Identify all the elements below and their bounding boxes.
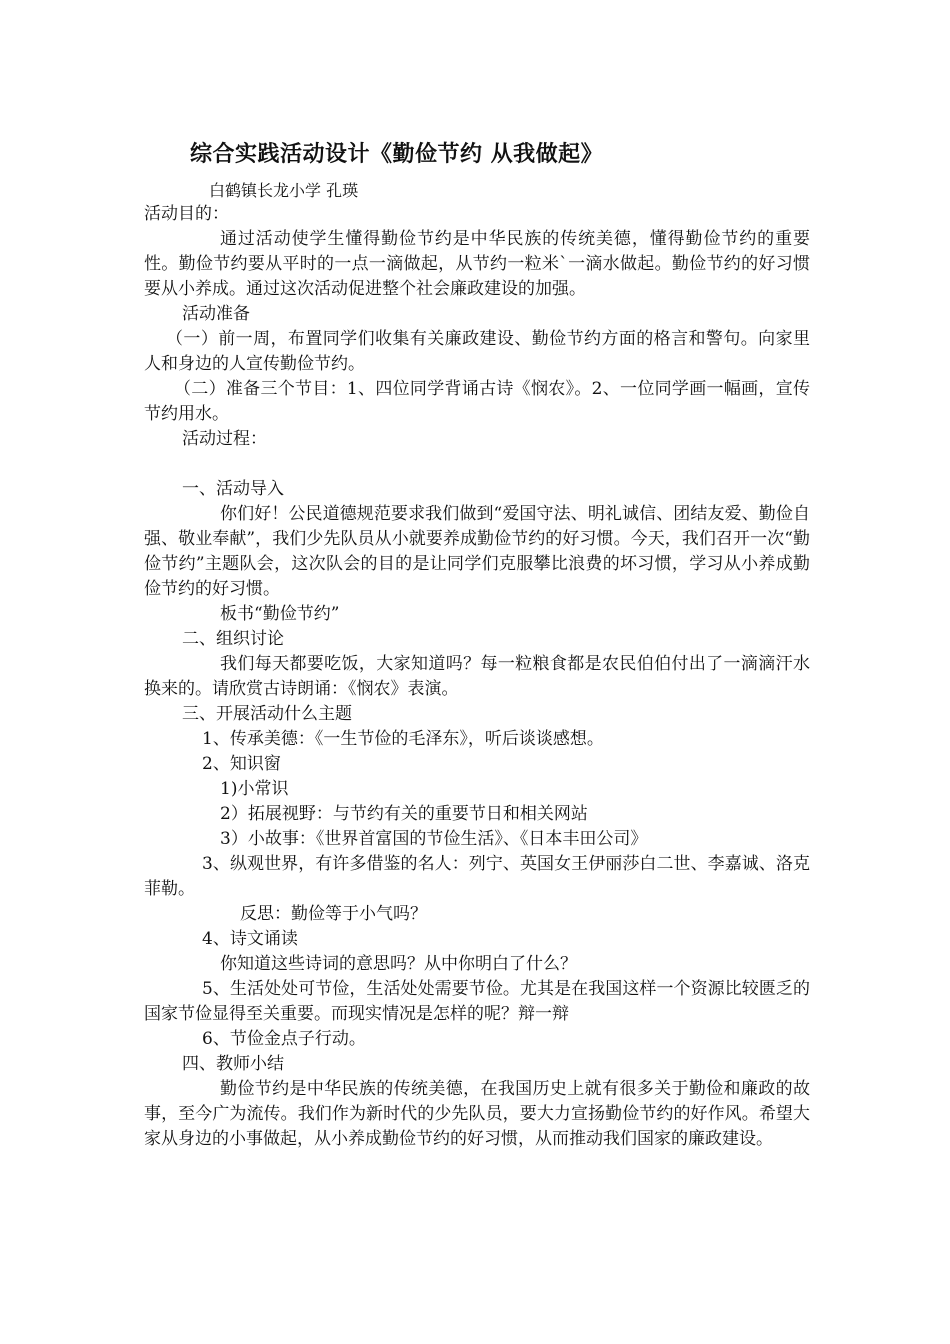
document-title: 综合实践活动设计《勤俭节约 从我做起》 (190, 141, 604, 167)
paragraph-board: 板书“勤俭节约” (220, 604, 340, 624)
paragraph-summary: 勤俭节约是中华民族的传统美德，在我国历史上就有很多关于勤俭和廉政的故事，至今广为流传。我们作为新时代的少先队员，要大力宣扬勤俭节约的好作风。希望大家从身边的小事做起，从小养成勤俭节约的好习惯，从而推动我们国家的廉政建设。 (144, 1079, 810, 1149)
paragraph-preparation-2: （二）准备三个节目：1、四位同学背诵古诗《悯农》。2、一位同学画一幅画，宣传节约用水。 (144, 379, 810, 424)
heading-part-3: 三、开展活动什么主题 (182, 704, 352, 724)
subitem-1: 1)小常识 (220, 779, 289, 799)
subitem-3: 3）小故事：《世界首富国的节俭生活》、《日本丰田公司》 (220, 829, 648, 849)
item-3: 3、纵观世界，有许多借鉴的名人：列宁、英国女王伊丽莎白二世、李嘉诚、洛克菲勒。 (144, 854, 810, 899)
subitem-2: 2）拓展视野：与节约有关的重要节日和相关网站 (220, 804, 588, 824)
author-line: 白鹤镇长龙小学 孔瑛 (209, 181, 359, 200)
item-2: 2、知识窗 (202, 754, 281, 774)
reflection: 反思：勤俭等于小气吗？ (240, 904, 427, 924)
document-body (144, 202, 810, 1152)
section-heading-purpose: 活动目的： (144, 204, 229, 224)
section-heading-process: 活动过程： (182, 429, 267, 449)
section-heading-preparation: 活动准备 (182, 304, 250, 324)
paragraph-purpose: 通过活动使学生懂得勤俭节约是中华民族的传统美德，懂得勤俭节约的重要性。勤俭节约要从平时的一点一滴做起，从节约一粒米`一滴水做起。勤俭节约的好习惯要从小养成。通过这次活动促进整个社会廉政建设的加强。 (144, 229, 810, 299)
item-1: 1、传承美德：《一生节俭的毛泽东》，听后谈谈感想。 (202, 729, 604, 749)
heading-part-2: 二、组织讨论 (182, 629, 284, 649)
blank-line (144, 452, 810, 477)
item-5: 5、生活处处可节俭，生活处处需要节俭。尤其是在我国这样一个资源比较匮乏的国家节俭显得至关重要。而现实情况是怎样的呢？辩一辩 (144, 979, 810, 1024)
item-6: 6、节俭金点子行动。 (202, 1029, 366, 1049)
item-4-question: 你知道这些诗词的意思吗？从中你明白了什么？ (220, 954, 577, 974)
heading-part-4: 四、教师小结 (182, 1054, 284, 1074)
paragraph-intro: 你们好！公民道德规范要求我们做到“爱国守法、明礼诚信、团结友爱、勤俭自强、敬业奉献”，我们少先队员从小就要养成勤俭节约的好习惯。今天，我们召开一次“勤俭节约”主题队会，这次队会的目的是让同学们克服攀比浪费的坏习惯，学习从小养成勤俭节约的好习惯。 (144, 504, 810, 599)
heading-part-1: 一、活动导入 (182, 479, 284, 499)
item-4: 4、诗文诵读 (202, 929, 298, 949)
paragraph-discussion: 我们每天都要吃饭，大家知道吗？每一粒粮食都是农民伯伯付出了一滴滴汗水换来的。请欣赏古诗朗诵：《悯农》表演。 (144, 654, 810, 699)
paragraph-preparation-1: （一）前一周，布置同学们收集有关廉政建设、勤俭节约方面的格言和警句。向家里人和身边的人宣传勤俭节约。 (144, 329, 810, 374)
